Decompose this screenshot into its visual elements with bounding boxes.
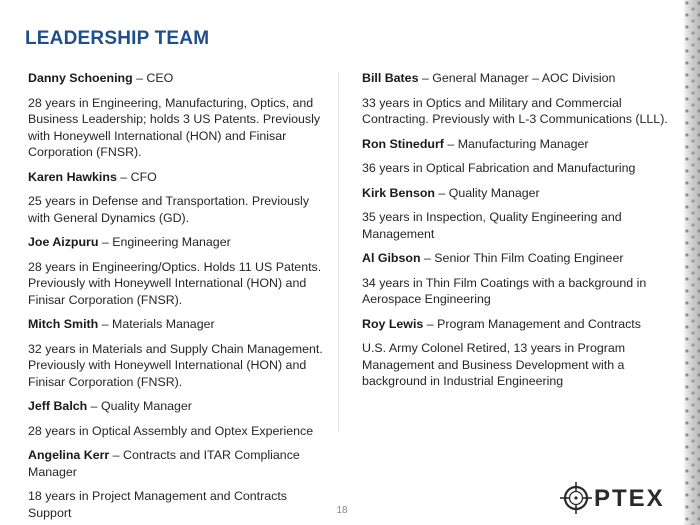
leader-name: Joe Aizpuru: [28, 235, 99, 249]
leader-bio: 28 years in Engineering, Manufacturing, Optics, and Business Leadership; holds 3 US Patents. Previously with Honeywell International (HON) and Finisar Corporation (FNSR).: [28, 95, 321, 159]
leader-role: – Quality Manager: [87, 399, 192, 413]
leader-name: Kirk Benson: [362, 185, 435, 200]
leader-entry: [28, 169, 328, 227]
leader-role: – Contracts and ITAR Compliance Manager: [28, 448, 300, 479]
leader-entry: [362, 70, 680, 128]
leader-heading: [28, 70, 328, 87]
leader-heading: [362, 136, 680, 153]
leader-entry: [362, 250, 680, 308]
leader-name: Jeff Balch: [28, 399, 88, 413]
leader-entry: [28, 70, 328, 161]
leader-name: Al Gibson: [362, 251, 421, 265]
leader-name: Angelina Kerr: [28, 448, 110, 462]
leader-bio: 33 years in Optics and Military and Commercial Contracting. Previously with L-3 Communications (LLL).: [362, 95, 668, 126]
leader-bio: 34 years in Thin Film Coatings with a background in Aerospace Engineering: [362, 275, 647, 306]
leader-entry: [28, 234, 328, 308]
leader-bio: 32 years in Materials and Supply Chain Management. Previously with Honeywell International (HON) and Finisar Corporation (FNSR).: [28, 341, 323, 389]
leader-role: – Senior Thin Film Coating Engineer: [420, 251, 624, 265]
leader-role: – General Manager – AOC Division: [418, 71, 616, 85]
leader-role: – Manufacturing Manager: [443, 136, 589, 151]
leader-bio: 36 years in Optical Fabrication and Manufacturing: [362, 161, 636, 175]
leader-role: – Quality Manager: [434, 185, 540, 200]
leader-heading: [28, 234, 328, 251]
leader-heading: [28, 447, 328, 480]
leader-bio: 28 years in Optical Assembly and Optex Experience: [28, 423, 314, 438]
leader-entry: [28, 447, 328, 521]
leader-heading: [28, 398, 328, 415]
leader-heading: [28, 169, 328, 186]
leader-heading: [28, 316, 328, 333]
leader-role: – Program Management and Contracts: [423, 316, 641, 331]
leader-entry: [28, 316, 328, 390]
leader-heading: [362, 250, 680, 267]
decorative-edge: [684, 0, 700, 525]
leader-name: Ron Stinedurf: [362, 136, 444, 151]
leader-heading: [362, 316, 680, 333]
leader-entry: [362, 136, 680, 177]
leader-entry: [362, 316, 680, 390]
leader-role: – CEO: [132, 71, 174, 85]
leadership-column-right: [362, 70, 680, 398]
logo-text: PTEX: [594, 485, 665, 512]
leader-name: Bill Bates: [362, 71, 419, 85]
leader-name: Danny Schoening: [28, 71, 133, 85]
leader-heading: [362, 70, 680, 87]
leader-role: – Materials Manager: [98, 317, 215, 331]
column-divider: [338, 72, 339, 432]
leader-bio: U.S. Army Colonel Retired, 13 years in Program Management and Business Development with a background in Industrial Engineering: [362, 341, 626, 388]
company-logo: [558, 480, 680, 516]
page-number: 18: [336, 505, 348, 516]
leader-bio: 18 years in Project Management and Contracts Support: [28, 489, 287, 520]
leader-entry: [362, 185, 680, 243]
leader-name: Roy Lewis: [362, 316, 424, 331]
leader-bio: 35 years in Inspection, Quality Engineering and Management: [362, 210, 622, 241]
leader-bio: 25 years in Defense and Transportation. Previously with General Dynamics (GD).: [28, 194, 310, 225]
leader-heading: [362, 185, 680, 202]
page-title: LEADERSHIP TEAM: [25, 28, 210, 49]
leader-bio: 28 years in Engineering/Optics. Holds 11 US Patents. Previously with Honeywell International (HON) and Finisar Corporation (FNSR).: [28, 259, 322, 307]
crosshair-icon: [560, 482, 592, 514]
leader-name: Mitch Smith: [28, 317, 99, 331]
leadership-column-left: [28, 70, 328, 525]
leader-entry: [28, 398, 328, 439]
leader-role: – Engineering Manager: [98, 235, 231, 249]
leader-name: Karen Hawkins: [28, 169, 117, 184]
leader-role: – CFO: [116, 169, 157, 184]
